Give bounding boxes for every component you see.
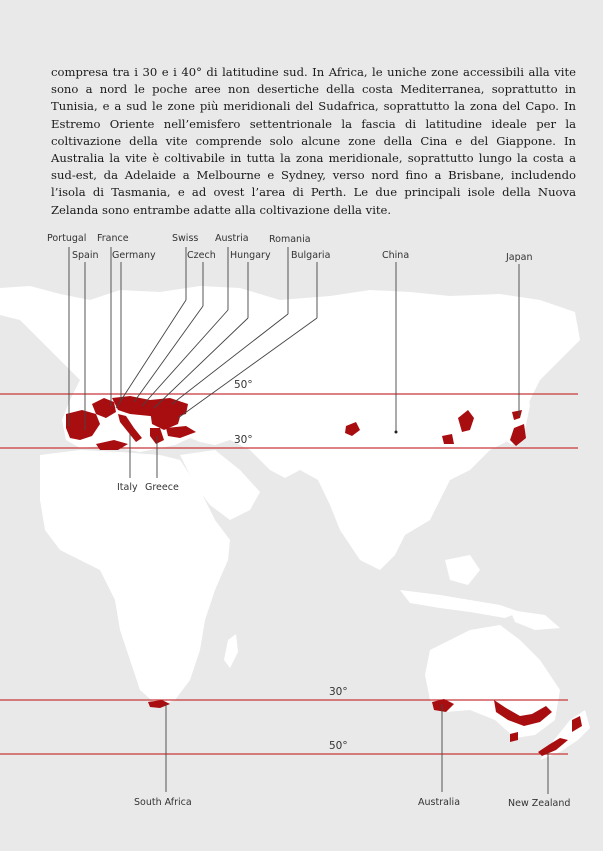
body-paragraph: compresa tra i 30 e i 40° di latitudine sud. In Africa, le uniche zone accessibili alla vite sono a nord le poche aree non desertiche della costa Mediterranea, soprattutto in Tunisia, e a sud le zone più meridionali del Sudafrica, soprattutto la zona del Capo. In Estremo Oriente nell’emisfero settentrionale la fascia di latitudine ideale per la coltivazione della vite comprende solo alcune zone della Cina e del Giappone. In Australia la vite è coltivabile in tutta la zona meridionale, soprattutto lungo la costa a sud-est, da Adelaide a Melbourne e Sydney, verso nord fino a Brisbane, includendo l’isola di Tasmania, e ad ovest l’area di Perth. Le due principali isole della Nuova Zelanda sono entrambe adatte alla coltivazione della vite. [51,65,576,217]
label-hungary: Hungary [230,250,271,261]
label-china: China [382,250,410,261]
label-new-zealand: New Zealand [508,798,571,809]
label-austria: Austria [215,233,249,244]
label-france: France [97,233,129,244]
continents [0,286,590,760]
lat-label-north-30: 30° [234,434,253,446]
label-germany: Germany [112,250,156,261]
borneo-landmass [445,555,480,585]
lat-label-south-30: 30° [329,686,348,698]
latitude-lines [0,394,578,754]
china-marker-dot [395,431,398,434]
label-bulgaria: Bulgaria [291,250,331,261]
label-portugal: Portugal [47,233,87,244]
lat-label-north-50: 50° [234,379,253,391]
label-romania: Romania [269,234,311,245]
lat-label-south-50: 50° [329,740,348,752]
png-landmass [510,610,560,630]
madagascar-landmass [224,634,238,668]
label-japan: Japan [506,252,533,263]
label-czech: Czech [187,250,216,261]
indonesia-landmass [400,590,520,618]
label-spain: Spain [72,250,99,261]
label-italy: Italy [117,482,138,493]
label-greece: Greece [145,482,179,493]
label-south-africa: South Africa [134,797,192,808]
label-swiss: Swiss [172,233,199,244]
label-australia: Australia [418,797,461,808]
